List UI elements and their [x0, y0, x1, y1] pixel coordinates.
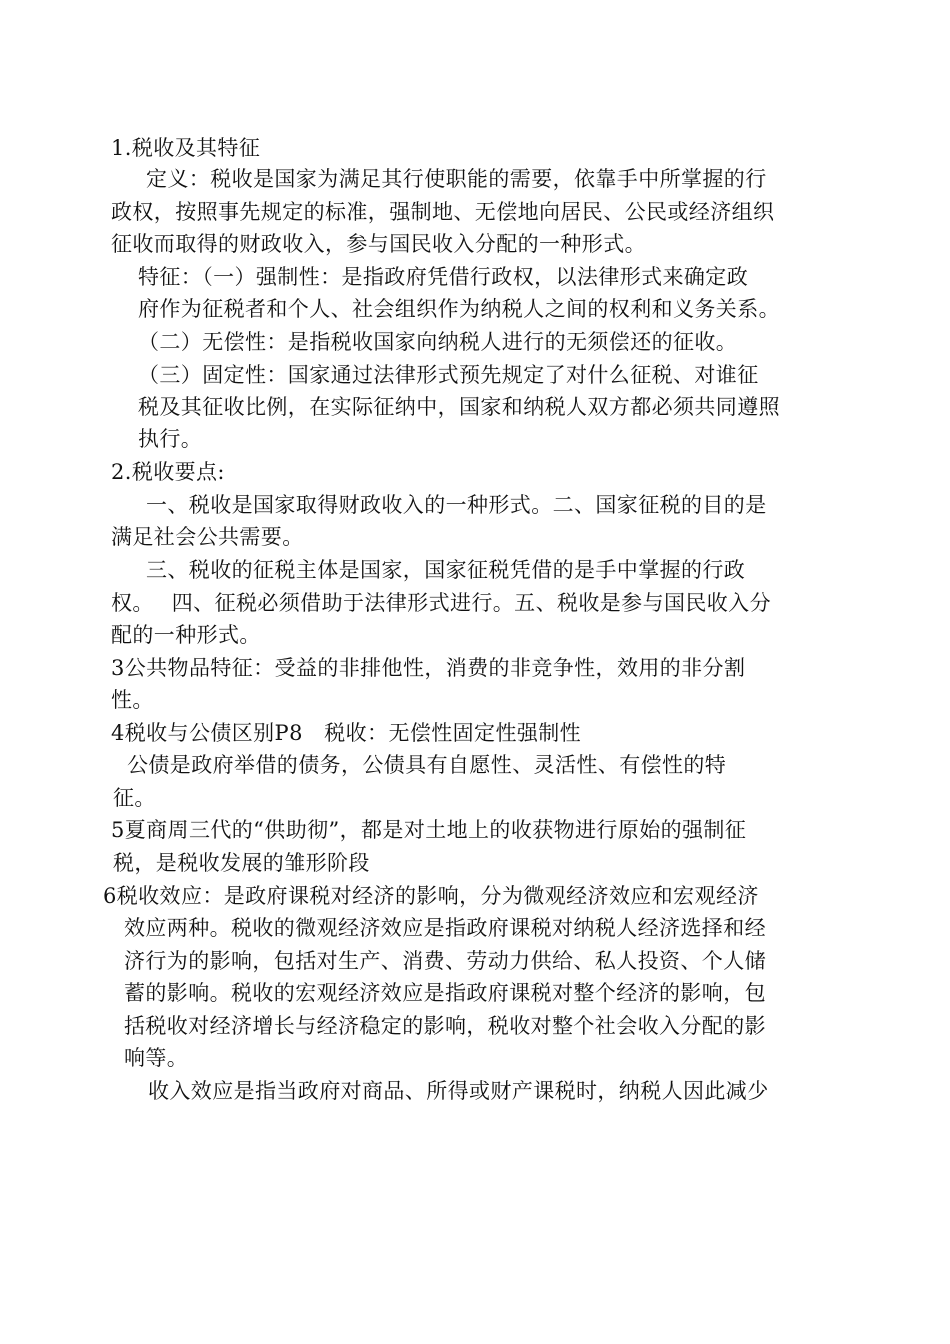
paragraph-line: 三、税收的征税主体是国家，国家征税凭借的是手中掌握的行政 — [146, 558, 746, 582]
paragraph-line: 满足社会公共需要。 — [111, 525, 304, 549]
paragraph-line: 执行。 — [138, 427, 203, 451]
paragraph-line: 响等。 — [124, 1046, 189, 1070]
heading-3: 3公共物品特征：受益的非排他性，消费的非竞争性，效用的非分割 — [111, 656, 746, 680]
paragraph-line: （二）无偿性：是指税收国家向纳税人进行的无须偿还的征收。 — [138, 330, 738, 354]
paragraph-line: 括税收对经济增长与经济稳定的影响，税收对整个社会收入分配的影 — [124, 1014, 766, 1038]
heading-4: 4税收与公债区别P8 税收：无偿性固定性强制性 — [111, 721, 582, 745]
paragraph-line: 税及其征收比例，在实际征纳中，国家和纳税人双方都必须共同遵照 — [138, 395, 780, 419]
paragraph-line: （三）固定性：国家通过法律形式预先规定了对什么征税、对谁征 — [138, 363, 759, 387]
paragraph-line: 征收而取得的财政收入，参与国民收入分配的一种形式。 — [111, 232, 646, 256]
paragraph-line: 权。 四、征税必须借助于法律形式进行。五、税收是参与国民收入分 — [111, 591, 771, 615]
paragraph-line: 性。 — [111, 688, 154, 712]
paragraph-line: 税，是税收发展的雏形阶段 — [113, 851, 370, 875]
heading-6: 6税收效应：是政府课税对经济的影响，分为微观经济效应和宏观经济 — [103, 884, 759, 908]
paragraph-line: 济行为的影响，包括对生产、消费、劳动力供给、私人投资、个人储 — [124, 949, 766, 973]
paragraph-line: 效应两种。税收的微观经济效应是指政府课税对纳税人经济选择和经 — [124, 916, 766, 940]
heading-5: 5夏商周三代的“供助彻”，都是对土地上的收获物进行原始的强制征 — [111, 818, 747, 842]
paragraph-line: 公债是政府举借的债务，公债具有自愿性、灵活性、有偿性的特 — [127, 753, 727, 777]
paragraph-line: 收入效应是指当政府对商品、所得或财产课税时，纳税人因此减少 — [148, 1079, 769, 1103]
paragraph-line: 政权，按照事先规定的标准，强制地、无偿地向居民、公民或经济组织 — [111, 200, 775, 224]
paragraph-line: 配的一种形式。 — [111, 623, 261, 647]
paragraph-line: 特征：（一）强制性：是指政府凭借行政权，以法律形式来确定政 — [138, 265, 749, 289]
paragraph-line: 一、税收是国家取得财政收入的一种形式。二、国家征税的目的是 — [146, 493, 767, 517]
paragraph-line: 府作为征税者和个人、社会组织作为纳税人之间的权利和义务关系。 — [138, 297, 780, 321]
paragraph-line: 蓄的影响。税收的宏观经济效应是指政府课税对整个经济的影响，包 — [124, 981, 766, 1005]
paragraph-line: 定义：税收是国家为满足其行使职能的需要，依靠手中所掌握的行 — [146, 167, 767, 191]
paragraph-line: 征。 — [113, 786, 156, 810]
heading-2: 2.税收要点: — [111, 460, 225, 484]
heading-1: 1.税收及其特征 — [111, 136, 261, 160]
